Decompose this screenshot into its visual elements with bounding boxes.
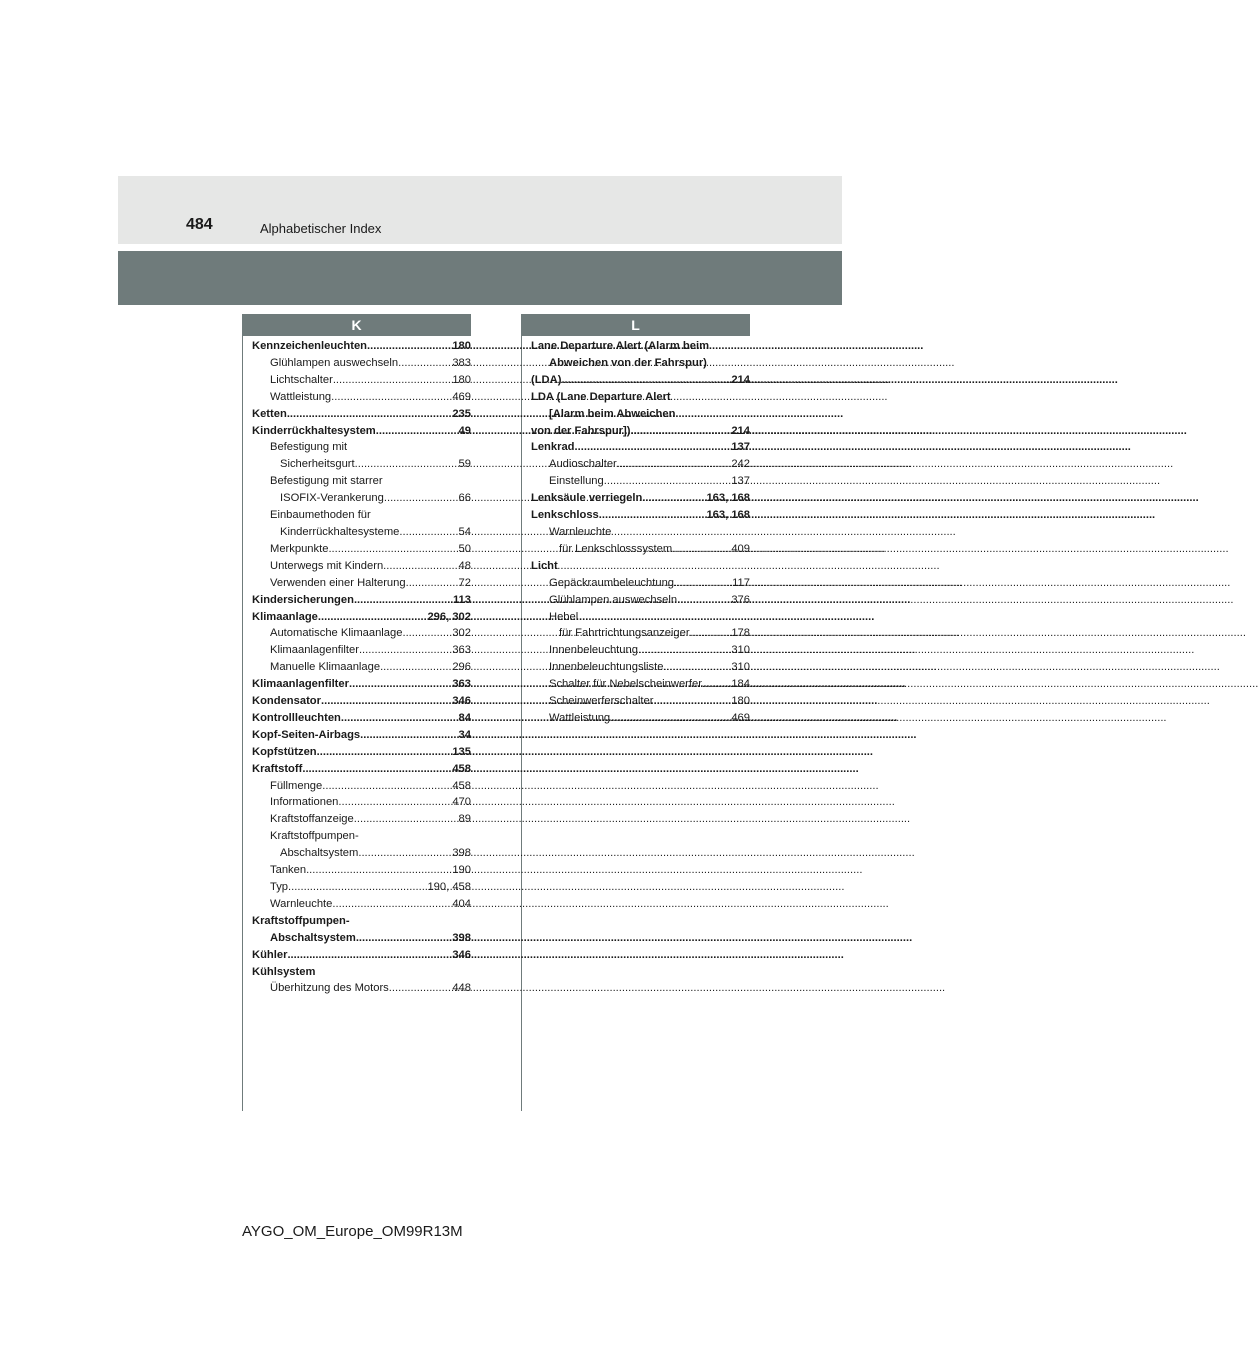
entry-page: 66	[458, 492, 471, 505]
index-entry	[531, 642, 750, 659]
entry-page: 409	[731, 542, 750, 555]
dot-leader	[389, 980, 453, 997]
index-entry	[531, 423, 750, 440]
entry-term: Kennzeichenleuchten	[252, 340, 368, 352]
dot-leader	[318, 609, 428, 626]
entry-page: 180	[452, 340, 471, 352]
entry-page: 235	[452, 407, 471, 420]
letter-header-k: K	[242, 314, 471, 336]
entry-term: Überhitzung des Motors	[270, 982, 389, 995]
index-entry	[252, 406, 471, 423]
dot-leader	[359, 642, 452, 659]
dot-leader	[338, 794, 452, 811]
entry-term: Kinderrückhaltesystem	[252, 424, 376, 437]
entry-page: 184	[731, 678, 750, 691]
dot-leader	[376, 423, 459, 440]
entry-term: Sicherheitsgurt	[280, 458, 355, 471]
dot-leader	[638, 642, 731, 659]
entry-page: 458	[452, 762, 471, 775]
entry-term: Manuelle Klimaanlage	[270, 661, 381, 674]
entry-page: 180	[452, 373, 471, 386]
dot-leader	[610, 710, 731, 727]
entry-page: 59	[458, 458, 471, 471]
title-band	[118, 251, 842, 305]
entry-term: Klimaanlagenfilter	[270, 644, 359, 657]
index-entry	[252, 980, 471, 997]
entry-term: Kühler	[252, 948, 288, 961]
index-entry	[252, 372, 471, 389]
dot-leader	[575, 439, 732, 456]
entry-term: Merkpunkte	[270, 542, 329, 555]
index-entry	[252, 490, 471, 507]
index-entry	[252, 659, 471, 676]
index-entry: Kühlsystem	[252, 965, 316, 978]
entry-page: 113	[452, 593, 471, 606]
entry-page: 89	[458, 813, 471, 826]
entry-term: Glühlampen auswechseln	[270, 356, 399, 369]
entry-page: 34	[458, 728, 471, 741]
index-entry	[252, 676, 471, 693]
index-entry: Abweichen von der Fahrspur)	[549, 356, 707, 369]
index-entry	[252, 845, 471, 862]
entry-term: Typ	[270, 881, 289, 893]
entry-term: Warnleuchte	[270, 897, 333, 910]
index-entry	[252, 423, 471, 440]
index-entry	[252, 625, 471, 642]
dot-leader	[599, 507, 707, 524]
dot-leader	[653, 693, 731, 710]
dot-leader	[306, 862, 452, 879]
entry-term: Kindersicherungen	[252, 593, 354, 606]
dot-leader	[341, 710, 459, 727]
index-entry	[252, 693, 471, 710]
dot-leader	[317, 744, 453, 761]
dot-leader	[690, 625, 732, 642]
dot-leader	[677, 592, 731, 609]
entry-page: 398	[452, 847, 471, 860]
entry-term: Kopf-Seiten-Airbags	[252, 728, 361, 741]
index-entry	[252, 744, 471, 761]
dot-leader	[328, 541, 458, 558]
index-entry	[252, 389, 471, 406]
index-entry	[531, 659, 750, 676]
entry-term: Lenksäule verriegeln	[531, 492, 643, 505]
dot-leader	[398, 355, 452, 372]
entry-page: 214	[731, 424, 750, 437]
entry-term: Kopfstützen	[252, 745, 317, 758]
entry-term: Verwenden einer Halterung	[270, 576, 406, 589]
dot-leader	[617, 456, 732, 473]
index-entry	[252, 879, 471, 896]
column-rule-k	[242, 336, 243, 1111]
dot-leader	[702, 676, 731, 693]
index-entry	[252, 456, 471, 473]
entry-term: ISOFIX-Verankerung	[280, 492, 384, 505]
dot-leader	[642, 490, 706, 507]
entry-page: 50	[458, 542, 471, 555]
entry-page: 469	[452, 390, 471, 403]
entry-page: 363	[452, 678, 471, 691]
entry-term: Kontrollleuchten	[252, 711, 341, 724]
dot-leader	[672, 541, 731, 558]
index-entry: Licht	[531, 559, 558, 572]
entry-page: 48	[458, 559, 471, 572]
entry-term: Informationen	[270, 796, 339, 809]
entry-term: Innenbeleuchtungsliste	[549, 661, 664, 674]
index-entry	[252, 355, 471, 372]
entry-page: 448	[452, 982, 471, 995]
dot-leader	[399, 524, 458, 541]
dot-leader	[332, 896, 452, 913]
dot-leader	[354, 592, 453, 609]
dot-leader	[358, 845, 452, 862]
entry-term: Gepäckraumbeleuchtung	[549, 576, 675, 589]
entry-term: Lichtschalter	[270, 373, 333, 386]
entry-term: Klimaanlage	[252, 610, 318, 623]
index-entry	[531, 473, 750, 490]
index-entry	[252, 575, 471, 592]
dot-leader	[331, 389, 452, 406]
dot-leader	[287, 406, 453, 423]
header-band	[118, 176, 842, 244]
entry-page: 214	[731, 373, 750, 386]
entry-term: Kinderrückhaltesysteme	[280, 525, 400, 538]
index-entry	[252, 642, 471, 659]
entry-page: 383	[452, 356, 471, 369]
index-entry: Kraftstoffpumpen-	[270, 830, 359, 843]
dot-leader	[356, 930, 453, 947]
entry-term: Abschaltsystem	[270, 931, 356, 944]
entry-page: 404	[452, 897, 471, 910]
index-entry	[531, 592, 750, 609]
entry-term: Kondensator	[252, 695, 321, 708]
entry-page: 470	[452, 796, 471, 809]
entry-term: Klimaanlagenfilter	[252, 678, 349, 691]
index-entry	[531, 490, 750, 507]
entry-term: Glühlampen auswechseln	[549, 593, 678, 606]
dot-leader	[402, 625, 452, 642]
entry-page: 302	[452, 627, 471, 640]
dot-leader	[302, 761, 452, 778]
dot-leader	[663, 659, 731, 676]
dot-leader	[630, 423, 731, 440]
entry-page: 163, 168	[706, 509, 750, 522]
index-entry: Lane Departure Alert (Alarm beim	[531, 340, 710, 352]
dot-leader	[561, 372, 731, 389]
entry-page: 135	[452, 745, 471, 758]
dot-leader	[354, 811, 459, 828]
index-entry	[252, 592, 471, 609]
index-entry	[531, 372, 750, 389]
index-entry	[531, 676, 750, 693]
entry-term: Schalter für Nebelscheinwerfer	[549, 678, 702, 691]
entry-page: 163, 168	[706, 492, 750, 505]
entry-term: Wattleistung	[549, 711, 611, 724]
dot-leader	[322, 778, 452, 795]
index-entry	[252, 558, 471, 575]
dot-leader	[321, 693, 452, 710]
index-entry	[252, 778, 471, 795]
index-entry: Befestigung mit starrer	[270, 475, 383, 488]
entry-page: 469	[731, 711, 750, 724]
entry-term: Abschaltsystem	[280, 847, 359, 860]
dot-leader	[360, 727, 458, 744]
dot-leader	[380, 659, 452, 676]
dot-leader	[333, 372, 453, 389]
entry-term: Innenbeleuchtung	[549, 644, 638, 657]
entry-page: 242	[731, 458, 750, 471]
entry-term: Unterwegs mit Kindern	[270, 559, 384, 572]
dot-leader	[604, 473, 732, 490]
entry-page: 310	[731, 661, 750, 674]
index-entry: Kraftstoffpumpen-	[252, 914, 350, 927]
index-entry	[252, 710, 471, 727]
entry-term: Lenkschloss	[531, 509, 599, 522]
entry-term: Tanken	[270, 864, 307, 877]
entry-term: von der Fahrspur])	[531, 424, 631, 437]
index-entry	[531, 439, 750, 456]
index-entry	[252, 541, 471, 558]
entry-page: 296, 302	[427, 610, 471, 623]
index-entry	[531, 507, 750, 524]
index-entry	[252, 811, 471, 828]
entry-term: Kraftstoff	[252, 762, 303, 775]
index-entry	[531, 710, 750, 727]
entry-page: 346	[452, 948, 471, 961]
entry-page: 346	[452, 695, 471, 708]
index-entry	[252, 338, 471, 355]
index-entry: LDA (Lane Departure Alert	[531, 390, 671, 403]
index-entry	[531, 456, 750, 473]
entry-term: Scheinwerferschalter	[549, 695, 654, 708]
index-entry: Einbaumethoden für	[270, 509, 371, 522]
index-entry	[252, 609, 471, 626]
entry-page: 458	[452, 779, 471, 792]
index-entry	[531, 541, 750, 558]
index-entry: Befestigung mit	[270, 441, 348, 454]
entry-page: 137	[731, 441, 750, 454]
index-entry	[531, 693, 750, 710]
letter-header-l: L	[521, 314, 750, 336]
index-entry	[531, 575, 750, 592]
index-entry: Hebel	[549, 610, 579, 623]
index-entry: [Alarm beim Abweichen	[549, 407, 676, 420]
entry-term: Automatische Klimaanlage	[270, 627, 403, 640]
index-column-l	[531, 338, 750, 727]
entry-page: 190, 458	[427, 881, 471, 893]
dot-leader	[355, 456, 459, 473]
entry-page: 310	[731, 644, 750, 657]
dot-leader	[674, 575, 732, 592]
index-entry	[252, 930, 471, 947]
entry-page: 190	[452, 864, 471, 877]
entry-term: (LDA)	[531, 373, 562, 386]
entry-page: 49	[458, 424, 471, 437]
dot-leader	[288, 879, 427, 896]
entry-page: 363	[452, 644, 471, 657]
entry-term: Audioschalter	[549, 458, 617, 471]
entry-term: Einstellung	[549, 475, 604, 488]
index-entry	[252, 761, 471, 778]
index-entry	[531, 625, 750, 642]
entry-term: Füllmenge	[270, 779, 323, 792]
dot-leader	[367, 338, 452, 355]
entry-page: 296	[452, 661, 471, 674]
index-entry: Warnleuchte	[549, 525, 612, 538]
entry-page: 72	[458, 576, 471, 589]
index-entry	[252, 947, 471, 964]
index-entry	[252, 896, 471, 913]
entry-term: Wattleistung	[270, 390, 332, 403]
entry-page: 398	[452, 931, 471, 944]
index-column-k	[252, 338, 471, 997]
entry-page: 376	[731, 593, 750, 606]
entry-term: für Lenkschlosssystem	[559, 542, 673, 555]
page-number: 484	[186, 216, 213, 233]
entry-page: 84	[458, 711, 471, 724]
section-title: Alphabetischer Index	[260, 221, 382, 236]
index-entry	[252, 862, 471, 879]
entry-page: 137	[731, 475, 750, 488]
index-entry	[252, 524, 471, 541]
entry-term: Ketten	[252, 407, 287, 420]
dot-leader	[406, 575, 459, 592]
document-code: AYGO_OM_Europe_OM99R13M	[242, 1223, 463, 1240]
entry-page: 54	[458, 525, 471, 538]
dot-leader	[287, 947, 452, 964]
entry-page: 117	[732, 576, 750, 589]
index-entry	[252, 727, 471, 744]
index-entry	[252, 794, 471, 811]
entry-page: 180	[731, 695, 750, 708]
entry-term: für Fahrtrichtungsanzeiger	[559, 627, 690, 640]
entry-term: Kraftstoffanzeige	[270, 813, 354, 826]
dot-leader	[383, 558, 458, 575]
dot-leader	[384, 490, 459, 507]
dot-leader	[349, 676, 452, 693]
entry-page: 178	[731, 627, 750, 640]
entry-term: Lenkrad	[531, 441, 575, 454]
